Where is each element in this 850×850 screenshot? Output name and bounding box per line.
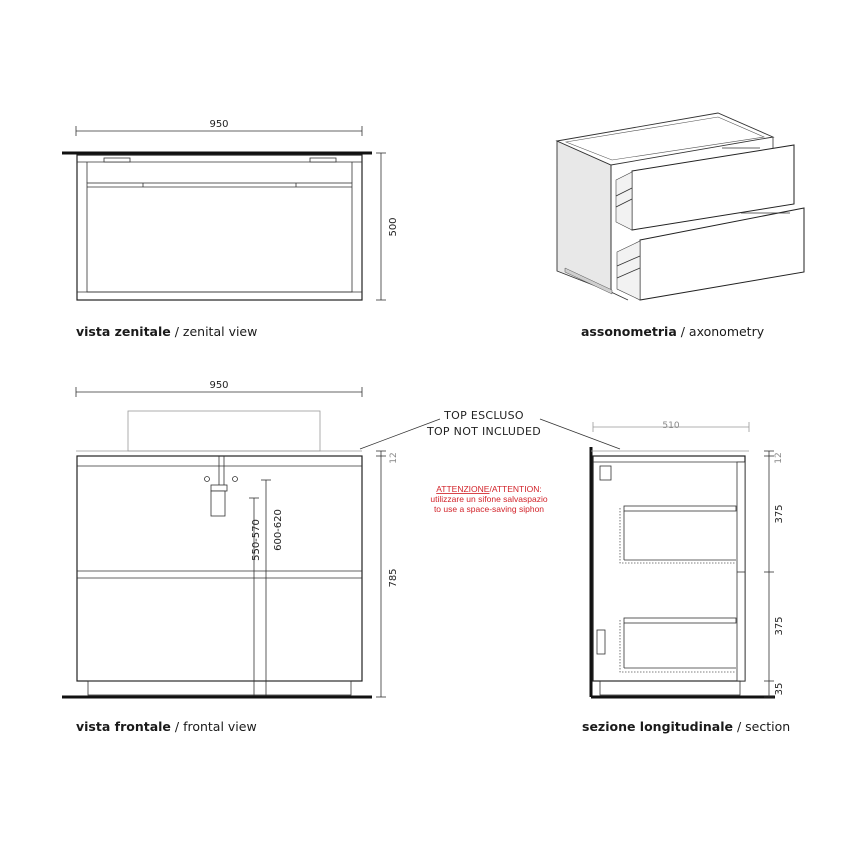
caption-section: sezione longitudinale / section xyxy=(582,719,791,734)
wall-bracket xyxy=(597,630,605,654)
warning-line-2: utilizzare un sifone salvaspazio xyxy=(430,494,548,504)
caption-front-view: vista frontale / frontal view xyxy=(76,719,257,734)
section-view xyxy=(591,421,785,697)
top-depth-label: 500 xyxy=(388,217,399,237)
siphon-range-b-label: 600-620 xyxy=(273,509,284,551)
caption-top-view: vista zenitale / zenital view xyxy=(76,324,258,339)
upper-drawer-height-label: 375 xyxy=(774,504,785,524)
hanger-bracket xyxy=(310,158,336,162)
section-depth-label: 510 xyxy=(662,421,680,431)
note-line-1: TOP ESCLUSO xyxy=(444,409,524,422)
warning-line-3: to use a space-saving siphon xyxy=(433,504,545,514)
axonometric-view xyxy=(557,113,804,300)
top-excluded-note xyxy=(360,409,620,449)
caption-axonometry: assonometria / axonometry xyxy=(581,324,765,339)
siphon-warning xyxy=(430,484,547,514)
section-outline xyxy=(593,456,745,681)
front-view xyxy=(62,380,399,697)
drawer-front-section xyxy=(737,462,745,681)
siphon-icon xyxy=(205,456,238,516)
ghost-washbasin xyxy=(128,411,320,451)
wall-bracket xyxy=(600,466,611,480)
top-width-label: 950 xyxy=(209,119,229,130)
plinth-height-label: 35 xyxy=(774,682,785,696)
hanger-bracket xyxy=(104,158,130,162)
top-view-outline xyxy=(77,155,362,300)
lower-drawer-height-label: 375 xyxy=(774,616,785,636)
front-height-label: 785 xyxy=(388,568,399,588)
warning-heading: ATTENZIONE/ATTENTION: xyxy=(436,484,542,494)
front-width-label: 950 xyxy=(209,380,229,391)
note-line-2: TOP NOT INCLUDED xyxy=(426,425,542,438)
top-view xyxy=(62,119,399,300)
front-top-thickness-label: 12 xyxy=(389,452,399,464)
siphon-range-a-label: 550-570 xyxy=(251,519,262,561)
section-top-thickness-label: 12 xyxy=(774,452,784,464)
